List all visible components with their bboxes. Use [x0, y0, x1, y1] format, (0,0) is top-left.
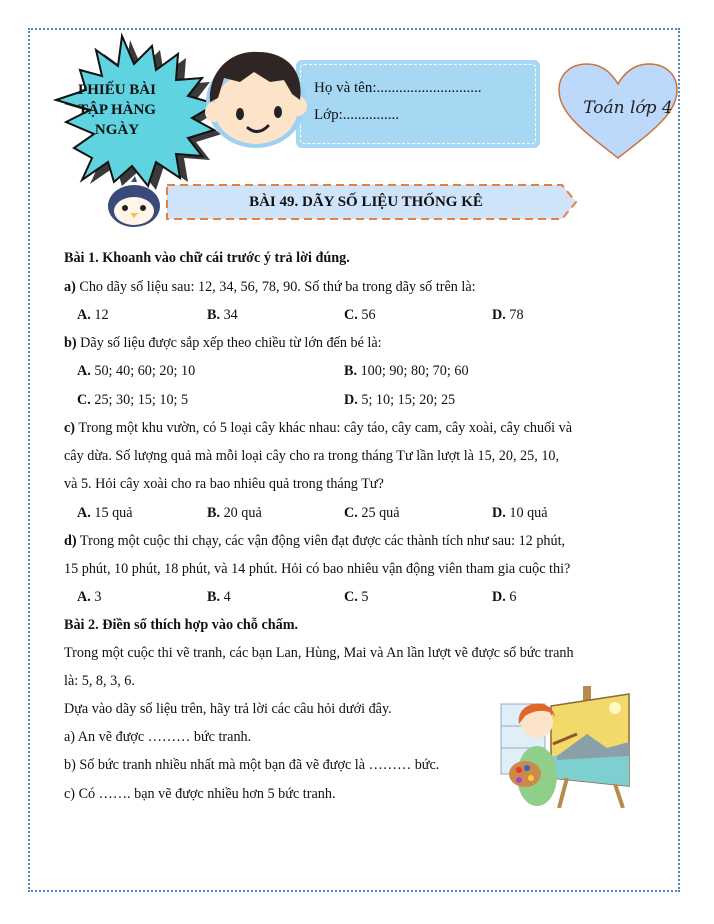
question-c-line-3: và 5. Hỏi cây xoài cho ra bao nhiêu quả trong tháng Tư? [64, 476, 384, 492]
boy-face-icon [200, 42, 312, 154]
exercise2-title: Bài 2. Điền số thích hợp vào chỗ chấm. [64, 617, 299, 633]
exercise2-intro-line-3: Dựa vào dãy số liệu trên, hãy trả lời các câu hỏi dưới đây. [64, 701, 392, 717]
question-b: b) Dãy số liệu được sắp xếp theo chiều từ lớn đến bé là: [64, 335, 382, 351]
exercise2-item-c[interactable]: c) Có ……. bạn vẽ được nhiều hơn 5 bức tranh. [64, 786, 336, 802]
option-b-B[interactable]: B. 100; 90; 80; 70; 60 [344, 363, 469, 379]
option-c-A[interactable]: A. 15 quả [77, 505, 133, 521]
question-c-line-1: c) Trong một khu vườn, có 5 loại cây khác nhau: cây táo, cây cam, cây xoài, cây chuối và [64, 420, 573, 436]
exercise2-intro-line-1: Trong một cuộc thi vẽ tranh, các bạn Lan, Hùng, Mai và An lần lượt vẽ được số bức tranh [64, 645, 574, 661]
question-c-line-2: cây dừa. Số lượng quả mà mỗi loại cây cho ra trong tháng Tư lần lượt là 15, 20, 25, 10, [64, 448, 560, 464]
option-a-D[interactable]: D. 78 [492, 307, 524, 323]
question-d-line-2: 15 phút, 10 phút, 18 phút, và 14 phút. Hỏi có bao nhiêu vận động viên tham gia cuộc thi? [64, 561, 571, 577]
exercise2-item-a[interactable]: a) An vẽ được ……… bức tranh. [64, 729, 252, 745]
badge-line-2: TẬP HÀNG [78, 102, 156, 118]
subject-label: Toán lớp 4 [583, 98, 673, 118]
badge-title [62, 80, 172, 140]
option-b-C[interactable]: C. 25; 30; 15; 10; 5 [77, 392, 189, 408]
option-a-A[interactable]: A. 12 [77, 307, 109, 323]
badge-line-1: PHIẾU BÀI [78, 82, 156, 98]
student-name-field[interactable]: Họ và tên:............................ [314, 80, 482, 96]
option-b-A[interactable]: A. 50; 40; 60; 20; 10 [77, 363, 196, 379]
student-info-card [296, 60, 540, 148]
girl-painting-illustration [497, 686, 637, 808]
option-c-C[interactable]: C. 25 quả [344, 505, 400, 521]
option-a-C[interactable]: C. 56 [344, 307, 376, 323]
option-d-B[interactable]: B. 4 [207, 589, 231, 605]
exercise2-intro-line-2: là: 5, 8, 3, 6. [64, 673, 135, 689]
option-d-D[interactable]: D. 6 [492, 589, 517, 605]
option-d-C[interactable]: C. 5 [344, 589, 369, 605]
option-c-D[interactable]: D. 10 quả [492, 505, 548, 521]
question-a: a) Cho dãy số liệu sau: 12, 34, 56, 78, 90. Số thứ ba trong dãy số trên là: [64, 279, 476, 295]
option-d-A[interactable]: A. 3 [77, 589, 102, 605]
option-c-B[interactable]: B. 20 quả [207, 505, 262, 521]
exercise1-title: Bài 1. Khoanh vào chữ cái trước ý trả lời đúng. [64, 250, 350, 266]
option-b-D[interactable]: D. 5; 10; 15; 20; 25 [344, 392, 456, 408]
question-d-line-1: d) Trong một cuộc thi chạy, các vận động viên đạt được các thành tích như sau: 12 phút, [64, 533, 566, 549]
option-a-B[interactable]: B. 34 [207, 307, 238, 323]
student-class-field[interactable]: Lớp:............... [314, 107, 400, 123]
badge-line-3: NGÀY [94, 122, 140, 138]
lesson-title: BÀI 49. DÃY SỐ LIỆU THỐNG KÊ [249, 194, 483, 210]
penguin-icon [105, 176, 163, 228]
exercise2-item-b[interactable]: b) Số bức tranh nhiều nhất mà một bạn đã vẽ được là ……… bức. [64, 757, 440, 773]
